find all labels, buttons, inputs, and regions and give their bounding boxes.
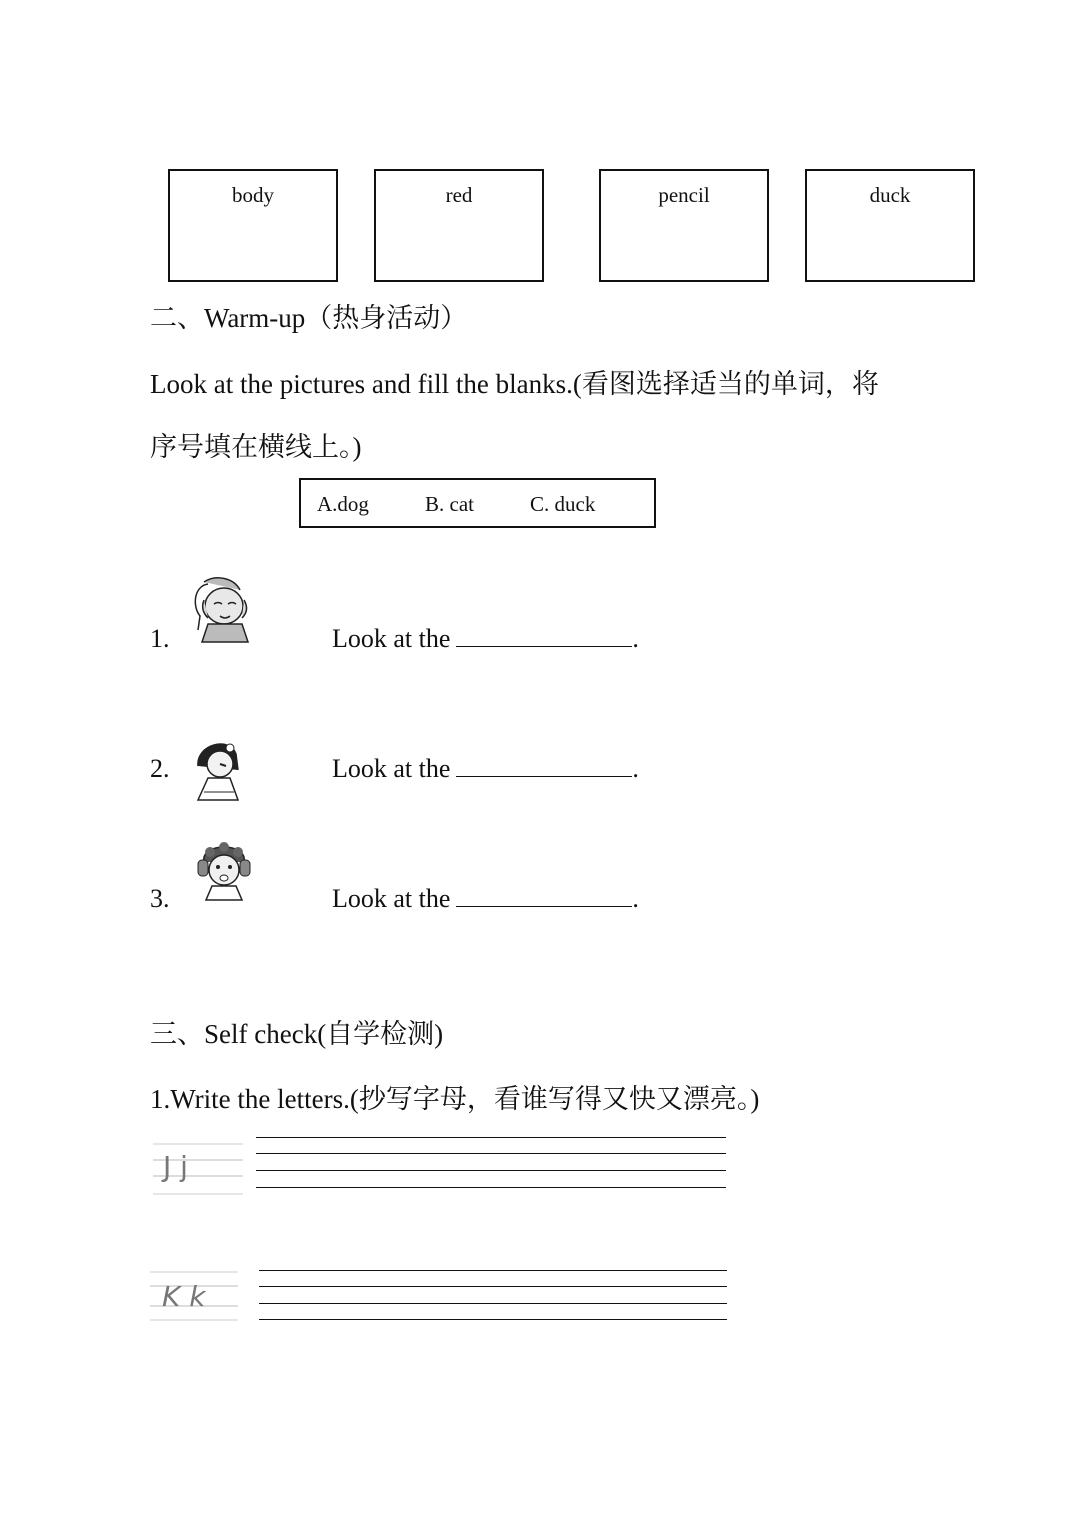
- girl-covering-eyes-picture: [186, 576, 264, 644]
- question-2-text: [332, 754, 639, 784]
- question-3-prompt: Look at the: [332, 884, 451, 913]
- letter-sample-kk: [150, 1266, 238, 1326]
- section2-instruction-line2: 序号填在横线上。): [150, 432, 362, 462]
- option-b: B. cat: [425, 492, 474, 516]
- question-3-blank[interactable]: [456, 884, 632, 907]
- word-box-duck: [805, 169, 975, 282]
- boy-covering-ears-picture: [194, 840, 254, 902]
- letter-sample-text: K k: [162, 1280, 206, 1313]
- question-1-blank[interactable]: [456, 624, 632, 647]
- word-label: body: [232, 183, 274, 207]
- question-1-prompt: Look at the: [332, 624, 451, 653]
- question-2-blank[interactable]: [456, 754, 632, 777]
- letter-sample-text: J j: [163, 1150, 188, 1183]
- question-2-number: 2.: [150, 754, 170, 783]
- word-box-pencil: [599, 169, 769, 282]
- option-a: A.dog: [317, 492, 369, 516]
- question-1-number: 1.: [150, 624, 170, 653]
- word-label: pencil: [658, 183, 710, 207]
- question-1-text: [332, 624, 639, 654]
- question-3-number: 3.: [150, 884, 170, 913]
- question-1-period: .: [632, 624, 639, 653]
- word-box-body: [168, 169, 338, 282]
- options-box: [299, 478, 656, 528]
- section2-instruction-line1: Look at the pictures and fill the blanks.(看图选择适当的单词，将: [150, 369, 879, 399]
- question-2-prompt: Look at the: [332, 754, 451, 783]
- question-2-period: .: [632, 754, 639, 783]
- option-c: C. duck: [530, 492, 596, 516]
- word-label: duck: [869, 183, 911, 207]
- writing-lines-jj[interactable]: [256, 1137, 726, 1189]
- section3-title: 三、Self check(自学检测): [150, 1019, 444, 1049]
- word-label: red: [445, 183, 473, 207]
- letter-sample-jj: [153, 1136, 243, 1204]
- section3-task: 1.Write the letters.(抄写字母，看谁写得又快又漂亮。): [150, 1084, 760, 1114]
- section2-title: 二、Warm-up（热身活动）: [150, 303, 468, 333]
- girl-touching-nose-picture: [190, 736, 248, 802]
- question-3-text: [332, 884, 639, 914]
- writing-lines-kk[interactable]: [259, 1270, 727, 1322]
- word-box-red: [374, 169, 544, 282]
- question-3-period: .: [632, 884, 639, 913]
